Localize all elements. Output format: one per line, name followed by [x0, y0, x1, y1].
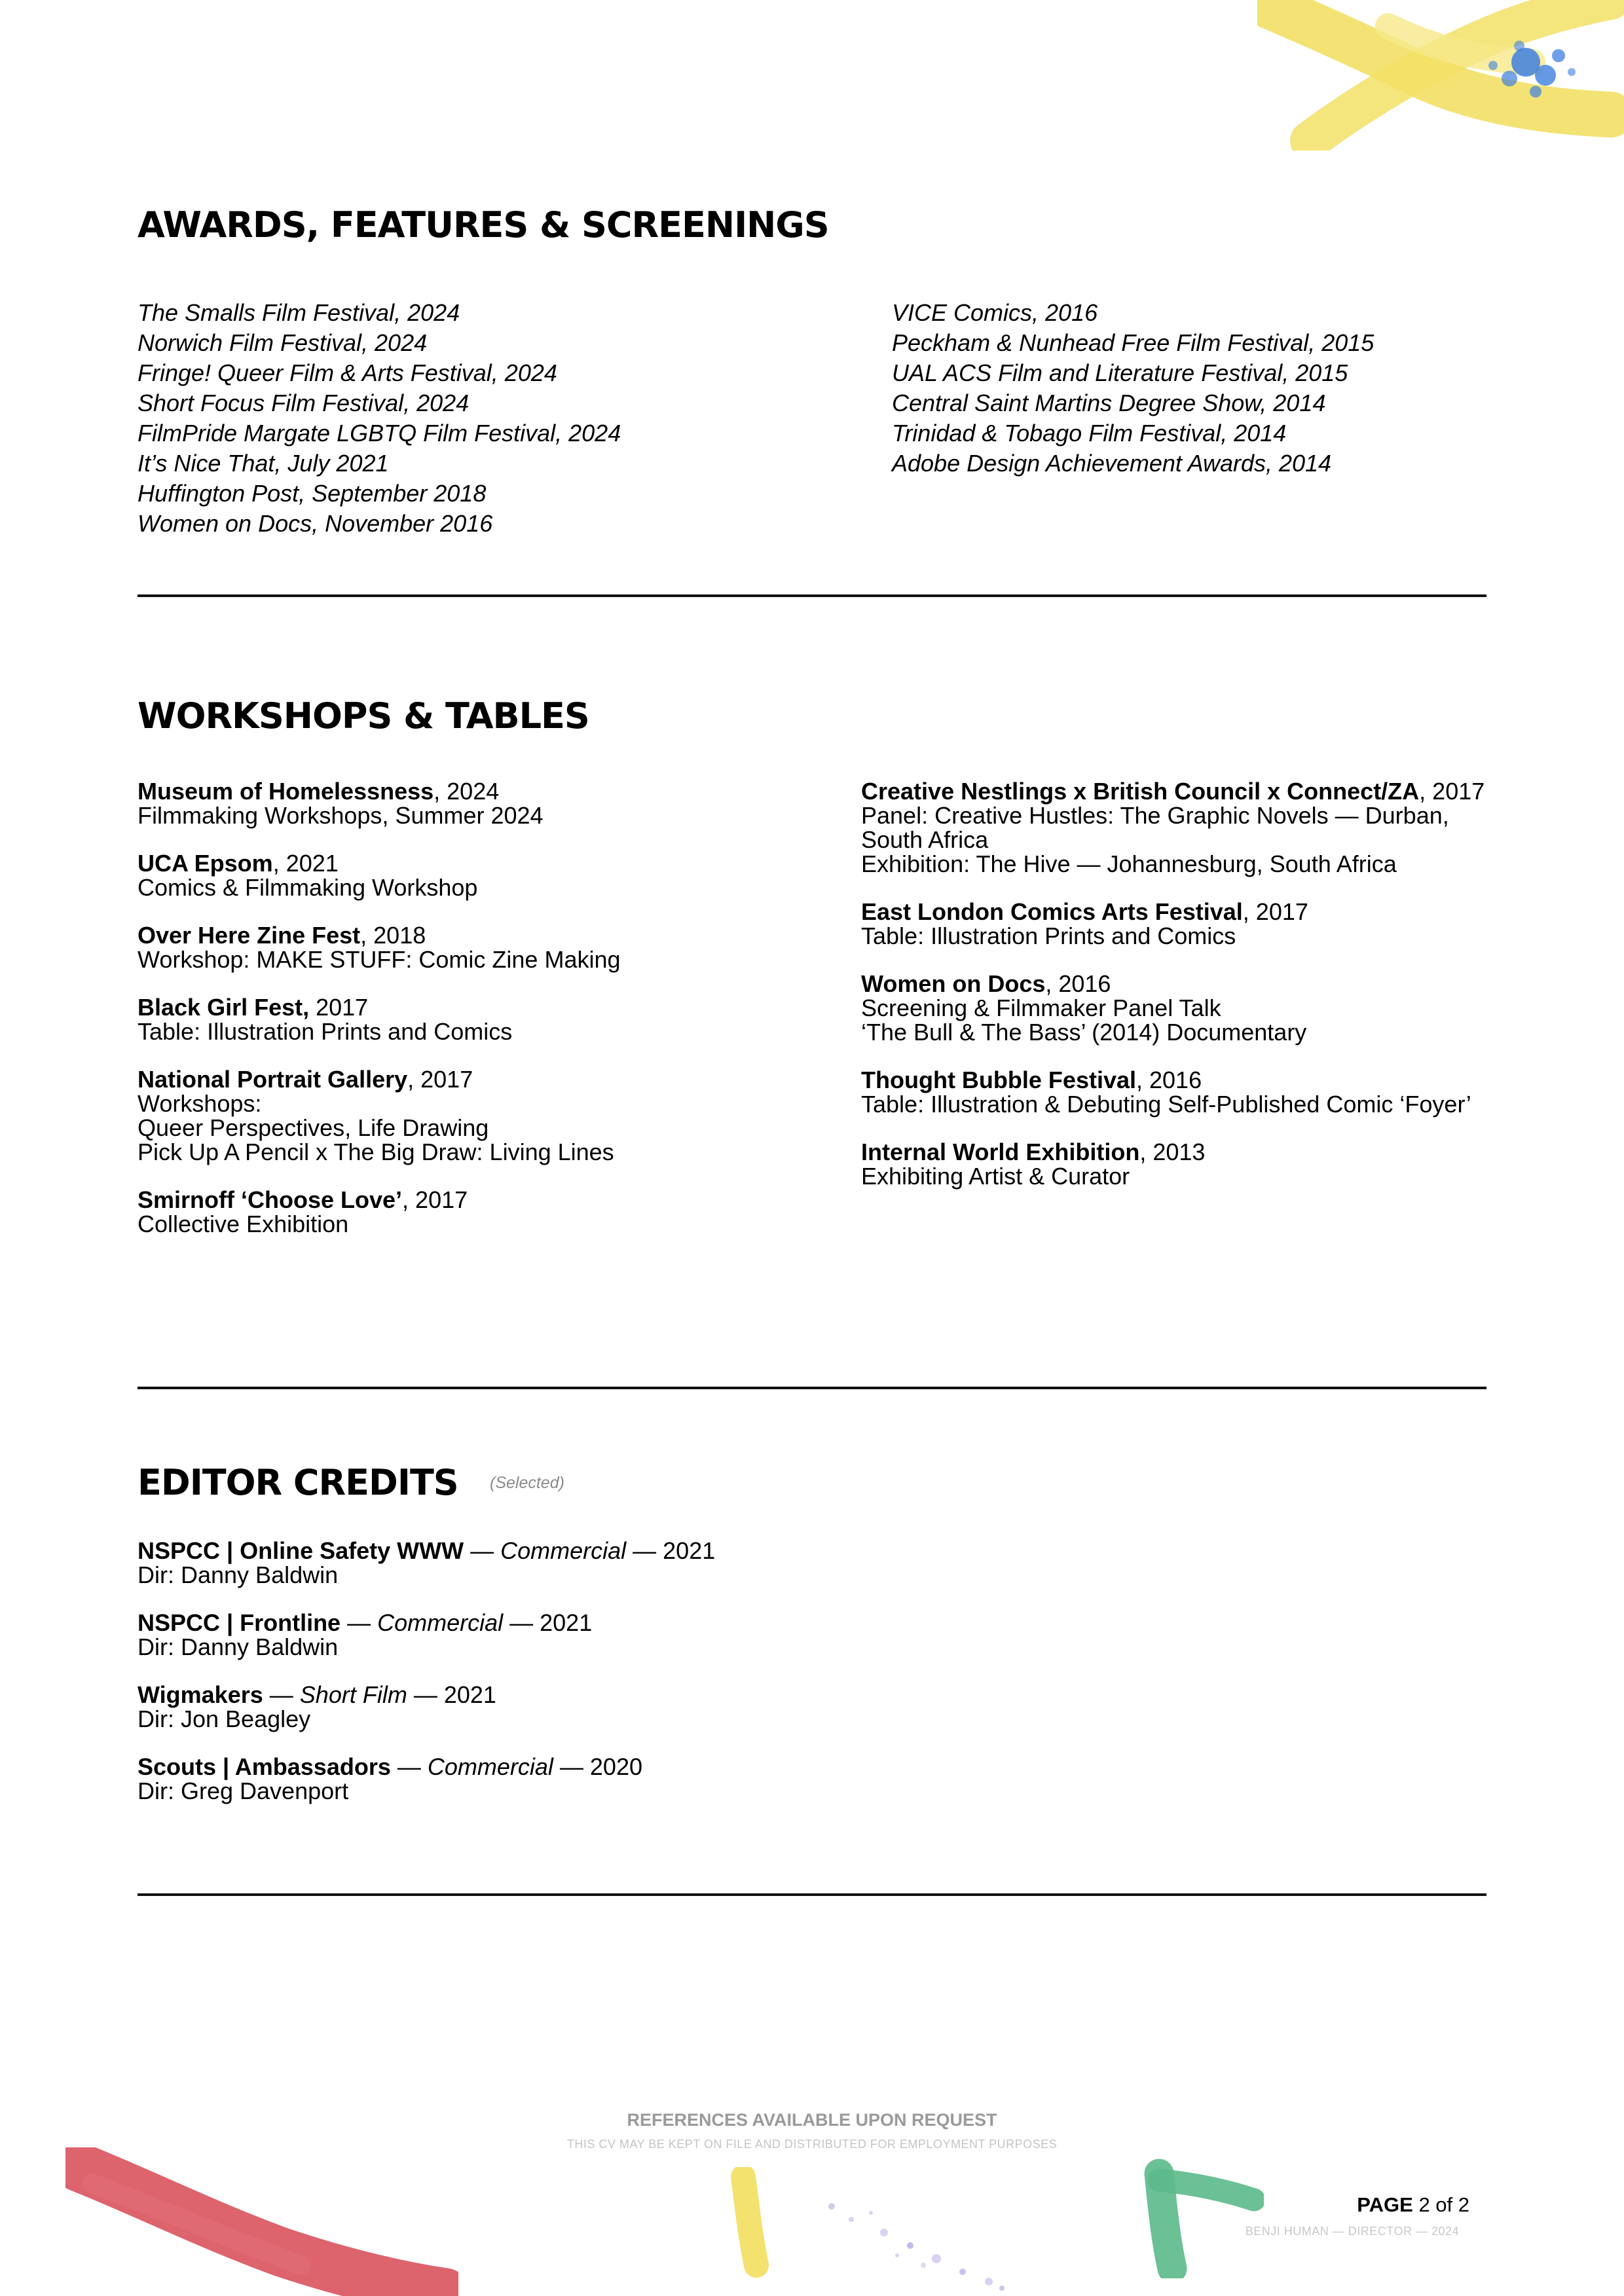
award-item: Adobe Design Achievement Awards, 2014 [892, 450, 1332, 477]
distribution-note: THIS CV MAY BE KEPT ON FILE AND DISTRIBUTED FOR EMPLOYMENT PURPOSES [566, 2138, 1058, 2151]
workshop-entry [138, 995, 891, 1044]
credit-title: NSPCC | Frontline [138, 1609, 341, 1636]
credit-entry [138, 1755, 1120, 1803]
workshop-year: , 2024 [434, 778, 500, 805]
credit-separator: — [464, 1537, 501, 1564]
workshop-name: Thought Bubble Festival [861, 1066, 1136, 1093]
workshop-entry [138, 1067, 891, 1164]
credit-entry [138, 1683, 1120, 1731]
workshop-name: Creative Nestlings x British Council x Connect/ZA [861, 778, 1420, 805]
workshop-year: , 2017 [1419, 778, 1485, 805]
selected-note: (Selected) [490, 1474, 564, 1492]
workshop-detail: Panel: Creative Hustles: The Graphic Novels — Durban, [861, 802, 1449, 829]
award-item: It’s Nice That, July 2021 [138, 450, 389, 477]
credit-separator: — [341, 1609, 378, 1636]
awards-left-column [138, 298, 858, 539]
workshop-name: UCA Epsom [138, 850, 273, 877]
workshop-detail: Workshop: MAKE STUFF: Comic Zine Making [138, 946, 621, 973]
page-number [1357, 2193, 1469, 2217]
award-item: Short Focus Film Festival, 2024 [138, 390, 470, 416]
workshop-detail: Table: Illustration Prints and Comics [138, 1018, 513, 1045]
workshop-detail: Exhibition: The Hive — Johannesburg, South Africa [861, 850, 1397, 877]
section-divider [138, 594, 1486, 597]
workshop-entry [861, 900, 1614, 948]
workshops-section-title: WORKSHOPS & TABLES [138, 695, 589, 737]
workshop-entry [861, 779, 1614, 876]
workshop-entry [138, 923, 891, 972]
workshop-detail: ‘The Bull & The Bass’ (2014) Documentary [861, 1019, 1307, 1046]
workshop-year: , 2017 [407, 1066, 473, 1093]
workshop-detail: Exhibiting Artist & Curator [861, 1163, 1130, 1190]
workshop-year: , 2013 [1139, 1139, 1206, 1165]
workshop-entry [138, 1188, 891, 1236]
credit-title: Wigmakers [138, 1681, 263, 1708]
credit-separator: — [390, 1753, 428, 1780]
page-label: PAGE [1357, 2193, 1413, 2216]
credit-kind: Commercial [377, 1609, 504, 1636]
workshop-name: Internal World Exhibition [861, 1139, 1140, 1165]
section-divider [138, 1893, 1486, 1896]
yellow-small-brush-decoration [724, 2167, 776, 2278]
workshop-year: , 2017 [402, 1186, 468, 1213]
award-item: Trinidad & Tobago Film Festival, 2014 [892, 420, 1287, 446]
workshop-detail: Workshops: [138, 1090, 262, 1117]
credit-kind: Short Film [299, 1681, 407, 1708]
workshop-detail: Queer Perspectives, Life Drawing [138, 1114, 489, 1141]
workshop-entry [138, 851, 891, 900]
award-item: Huffington Post, September 2018 [138, 480, 487, 507]
workshop-name: Over Here Zine Fest [138, 922, 361, 949]
award-item: Fringe! Queer Film & Arts Festival, 2024 [138, 359, 557, 386]
workshop-name: East London Comics Arts Festival [861, 898, 1243, 925]
workshop-year: , 2017 [1242, 898, 1308, 925]
references-note: REFERENCES AVAILABLE UPON REQUEST [627, 2110, 997, 2130]
workshop-name: Smirnoff ‘Choose Love’ [138, 1186, 403, 1213]
workshop-detail: Filmmaking Workshops, Summer 2024 [138, 802, 544, 829]
award-item: The Smalls Film Festival, 2024 [138, 299, 460, 326]
credit-year: — 2021 [407, 1681, 496, 1708]
credit-title: Scouts | Ambassadors [138, 1753, 391, 1780]
workshop-year: , 2021 [272, 850, 339, 877]
editor-credits-section-title: EDITOR CREDITS [138, 1462, 458, 1503]
award-item: Central Saint Martins Degree Show, 2014 [892, 390, 1326, 416]
workshop-detail: Pick Up A Pencil x The Big Draw: Living Lines [138, 1139, 614, 1165]
award-item: UAL ACS Film and Literature Festival, 2015 [892, 359, 1348, 386]
workshop-detail: Table: Illustration Prints and Comics [861, 922, 1236, 949]
workshop-name: Museum of Homelessness [138, 778, 434, 805]
editor-credits-list [138, 1539, 1120, 1827]
workshops-right-column [861, 779, 1614, 1212]
footer-signature: BENJI HUMAN — DIRECTOR — 2024 [1245, 2225, 1459, 2238]
awards-right-column [892, 298, 1612, 479]
credit-entry [138, 1611, 1120, 1659]
award-item: FilmPride Margate LGBTQ Film Festival, 2024 [138, 420, 621, 446]
workshop-detail: Table: Illustration & Debuting Self-Published Comic ‘Foyer’ [861, 1091, 1471, 1118]
red-brush-decoration [65, 2147, 458, 2296]
workshop-year: , 2016 [1136, 1066, 1202, 1093]
workshop-entry [138, 779, 891, 828]
workshop-name: Women on Docs [861, 970, 1046, 997]
credit-separator: — [263, 1681, 300, 1708]
yellow-blue-brush-decoration [1257, 0, 1624, 151]
workshop-year: , 2018 [360, 922, 426, 949]
page-value: 2 of 2 [1418, 2193, 1469, 2216]
workshop-year: 2017 [309, 994, 369, 1021]
credit-kind: Commercial [427, 1753, 553, 1780]
workshop-detail: Screening & Filmmaker Panel Talk [861, 994, 1221, 1021]
credit-director: Dir: Greg Davenport [138, 1777, 349, 1804]
award-item: VICE Comics, 2016 [892, 299, 1098, 326]
awards-section-title: AWARDS, FEATURES & SCREENINGS [138, 204, 829, 246]
award-item: Women on Docs, November 2016 [138, 510, 493, 537]
award-item: Norwich Film Festival, 2024 [138, 329, 428, 356]
workshop-detail: Comics & Filmmaking Workshop [138, 874, 478, 901]
workshop-name: Black Girl Fest, [138, 994, 310, 1021]
credit-entry [138, 1539, 1120, 1587]
credit-director: Dir: Danny Baldwin [138, 1561, 339, 1588]
workshop-entry [861, 1140, 1614, 1188]
workshop-name: National Portrait Gallery [138, 1066, 408, 1093]
credit-year: — 2021 [503, 1609, 593, 1636]
credit-kind: Commercial [500, 1537, 627, 1564]
workshop-detail: South Africa [861, 826, 989, 853]
award-item: Peckham & Nunhead Free Film Festival, 2015 [892, 329, 1375, 356]
credit-director: Dir: Jon Beagley [138, 1705, 311, 1732]
section-divider [138, 1387, 1486, 1389]
workshop-entry [861, 1068, 1614, 1116]
workshop-year: , 2016 [1045, 970, 1111, 997]
green-brush-decoration [1133, 2154, 1264, 2278]
credit-year: — 2021 [626, 1537, 716, 1564]
workshop-detail: Collective Exhibition [138, 1211, 349, 1237]
workshops-left-column [138, 779, 891, 1260]
credit-title: NSPCC | Online Safety WWW [138, 1537, 464, 1564]
credit-director: Dir: Danny Baldwin [138, 1633, 339, 1660]
purple-speckle-decoration [805, 2180, 1028, 2296]
credit-year: — 2020 [553, 1753, 642, 1780]
workshop-entry [861, 972, 1614, 1044]
